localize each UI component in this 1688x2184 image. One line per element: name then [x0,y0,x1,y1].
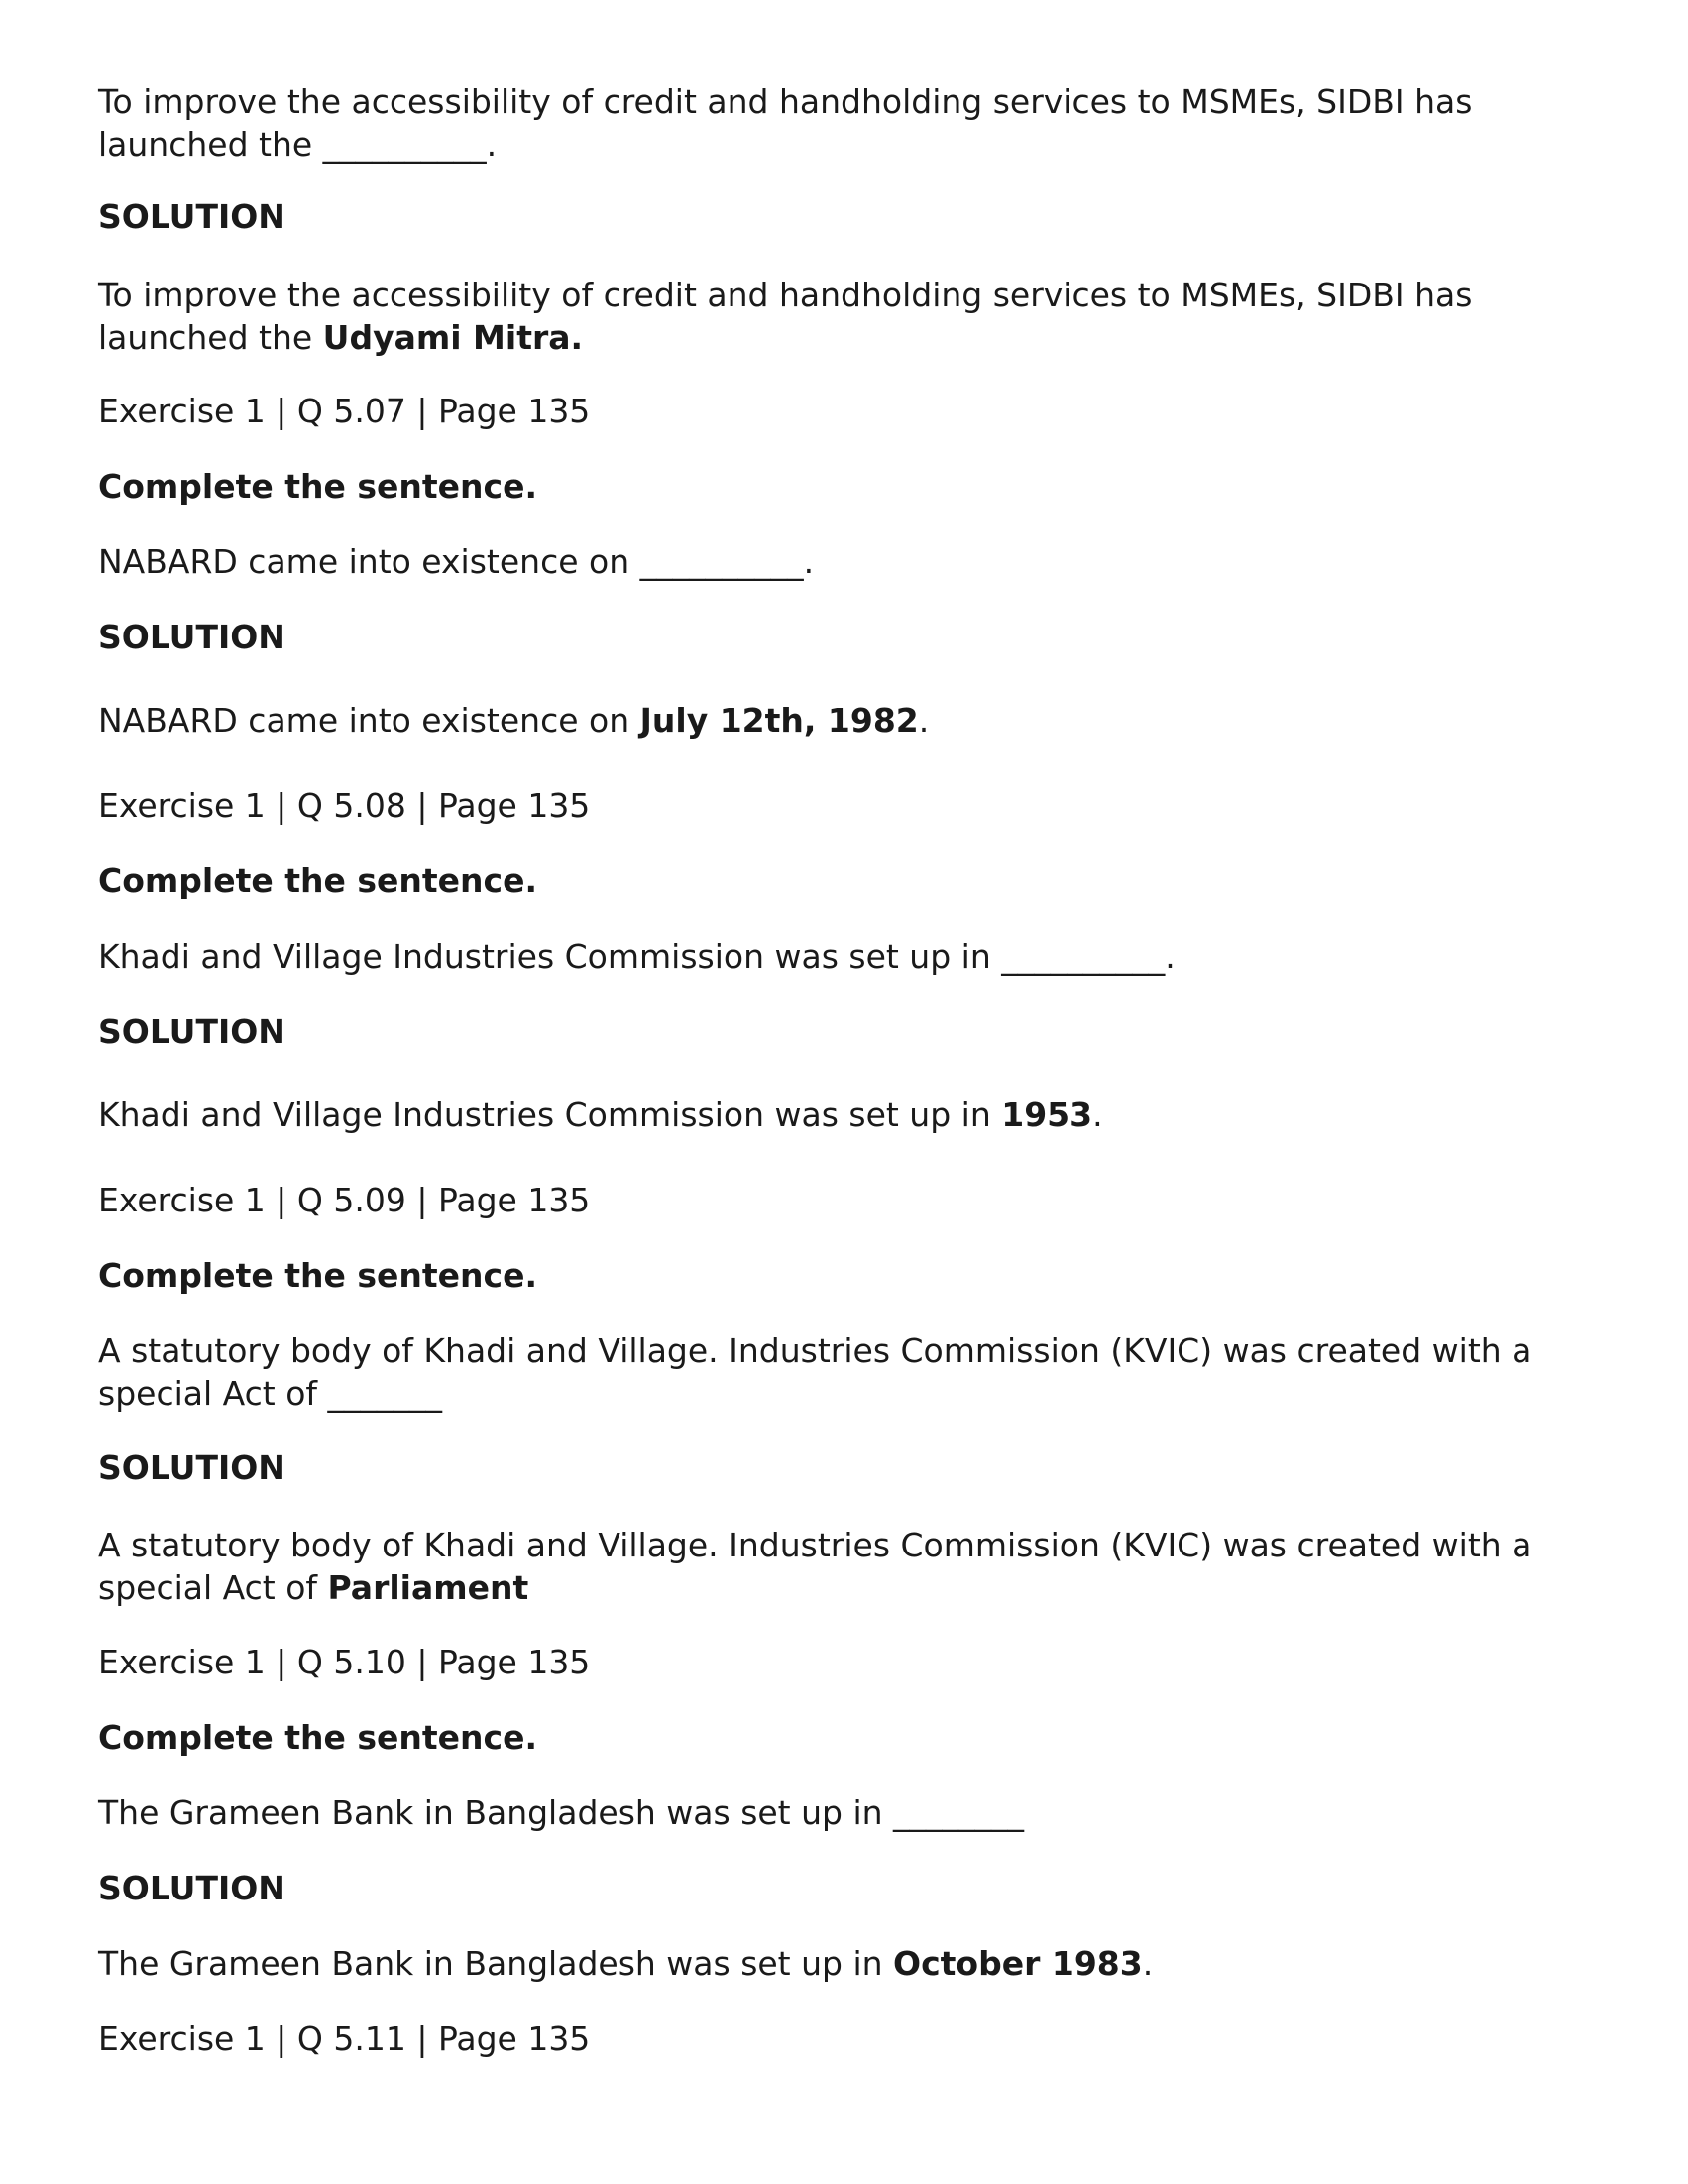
answer-text: The Grameen Bank in Bangladesh was set up in October 1983. [98,1944,1154,1983]
question-heading: Complete the sentence. [98,1256,538,1295]
question-text: To improve the accessibility of credit and handholding services to MSMEs, SIDBI has launched the __________. [98,82,1473,164]
exercise-reference: Exercise 1 | Q 5.09 | Page 135 [98,1181,591,1219]
question-text: A statutory body of Khadi and Village. Industries Commission (KVIC) was created with a special Act of _______ [98,1331,1532,1413]
answer-text: Khadi and Village Industries Commission was set up in 1953. [98,1095,1103,1134]
solution-heading: SOLUTION [98,1448,285,1487]
answer-text: A statutory body of Khadi and Village. Industries Commission (KVIC) was created with a special Act of Parliament [98,1526,1532,1607]
solution-heading: SOLUTION [98,1869,285,1907]
question-heading: Complete the sentence. [98,1718,538,1757]
solution-heading: SOLUTION [98,618,285,656]
answer-text: NABARD came into existence on July 12th, 1982. [98,701,930,740]
question-heading: Complete the sentence. [98,862,538,900]
answer-text: To improve the accessibility of credit and handholding services to MSMEs, SIDBI has launched the Udyami Mitra. [98,276,1473,357]
solution-heading: SOLUTION [98,1012,285,1051]
exercise-reference: Exercise 1 | Q 5.10 | Page 135 [98,1643,591,1681]
question-text: The Grameen Bank in Bangladesh was set up in ________ [98,1793,1025,1832]
exercise-reference: Exercise 1 | Q 5.11 | Page 135 [98,2019,591,2058]
question-text: Khadi and Village Industries Commission was set up in __________. [98,937,1176,976]
exercise-reference: Exercise 1 | Q 5.07 | Page 135 [98,392,591,430]
exercise-reference: Exercise 1 | Q 5.08 | Page 135 [98,786,591,825]
question-heading: Complete the sentence. [98,467,538,506]
solution-heading: SOLUTION [98,197,285,236]
question-text: NABARD came into existence on __________. [98,542,815,581]
